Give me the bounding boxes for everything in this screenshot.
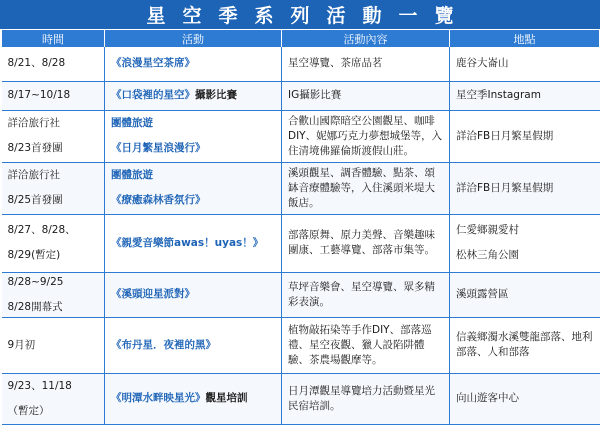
table-row: [2, 47, 600, 81]
location-line: 松林三角公園: [456, 249, 519, 261]
cell-location: [450, 272, 600, 317]
cell-content: 草坪音樂會、星空導覽、眾多精彩表演。: [282, 272, 450, 317]
header-activity: 活動: [105, 30, 282, 47]
time-line: 9月初: [7, 338, 36, 351]
time-line: 詳洽旅行社: [7, 169, 60, 181]
activity-name: 《溪頭迎星派對》: [111, 288, 195, 300]
table-header-row: [2, 30, 600, 47]
location-line: 向山遊客中心: [456, 392, 519, 404]
time-line: 8/25首發團: [7, 194, 63, 206]
cell-location: [450, 162, 600, 214]
activity-line: [111, 193, 275, 208]
cell-activity: [105, 47, 282, 81]
activity-line: [111, 287, 275, 302]
cell-location: [450, 317, 600, 373]
table-row: [2, 272, 600, 317]
cell-activity: [105, 373, 282, 424]
cell-activity: [105, 162, 282, 214]
cell-time: [2, 317, 105, 373]
cell-activity: [105, 214, 282, 272]
time-line: 8/28~9/25: [7, 275, 64, 288]
time-line: （暫定）: [7, 404, 50, 417]
activity-name: 《明潭水畔映星光》: [111, 392, 206, 404]
activity-name: 團體旅遊: [111, 169, 153, 181]
cell-location: [450, 373, 600, 424]
activity-line: [111, 236, 275, 251]
cell-content: 星空導覽、茶席品茗: [282, 47, 450, 81]
cell-time: [2, 47, 105, 81]
location-line: 鹿谷大崙山: [456, 57, 509, 70]
activity-name: 《日月繁星浪漫行》: [111, 142, 206, 154]
cell-activity: [105, 272, 282, 317]
cell-time: [2, 214, 105, 272]
cell-location: [450, 47, 600, 81]
activity-line: [111, 141, 275, 156]
location-line: 星空季Instagram: [456, 89, 541, 101]
cell-time: [2, 272, 105, 317]
cell-content: 植物敲拓染等手作DIY、部落巡禮、星空夜觀、獵人設陷阱體驗、茶農場觀摩等。: [282, 317, 450, 373]
cell-content: 日月潭觀星導覽培力活動暨星光民宿培訓。: [282, 373, 450, 424]
activity-suffix: 觀星培訓: [205, 392, 248, 404]
time-line: 詳洽旅行社: [7, 117, 60, 129]
activity-line: [111, 391, 275, 406]
time-line: 9/23、11/18: [7, 379, 72, 392]
cell-content: IG攝影比賽: [282, 81, 450, 110]
time-line: 8/27、8/28、: [7, 224, 76, 236]
time-line: 8/29(暫定): [7, 249, 61, 261]
activity-suffix: 攝影比賽: [195, 89, 237, 101]
cell-content: 合歡山國際暗空公園觀星、咖啡DIY、妮娜巧克力夢想城堡等，入住清境佛羅倫斯渡假山莊。: [282, 110, 450, 162]
cell-activity: [105, 317, 282, 373]
activity-line: [111, 338, 275, 353]
location-line: 詳洽FB日月繁星假期: [456, 181, 554, 194]
location-line: 信義鄉濁水溪雙龍部落、地利部落、人和部落: [456, 331, 593, 358]
table-row: [2, 162, 600, 214]
cell-time: [2, 373, 105, 424]
activity-line: [111, 116, 275, 131]
location-line: 詳洽FB日月繁星假期: [456, 129, 554, 142]
location-line: 仁愛鄉親愛村: [456, 224, 519, 236]
cell-content: 部落原舞、原力美聲、音樂趣味團康、工藝導覽、部落市集等。: [282, 214, 450, 272]
cell-time: [2, 81, 105, 110]
location-line: 溪頭露營區: [456, 288, 509, 300]
activity-name: 《口袋裡的星空》: [111, 89, 195, 101]
header-time: 時間: [2, 30, 105, 47]
header-location: 地點: [450, 30, 600, 47]
cell-location: [450, 110, 600, 162]
activity-line: [111, 88, 275, 103]
activity-table: [1, 30, 600, 425]
table-row: [2, 317, 600, 373]
activity-name: 《親愛音樂節awas！uyas！》: [111, 236, 264, 249]
activity-name: 《布丹星．夜裡的黑》: [111, 338, 216, 351]
cell-location: [450, 81, 600, 110]
activity-name: 《療癒森林香氛行》: [111, 194, 206, 206]
table-row: [2, 81, 600, 110]
table-row: [2, 214, 600, 272]
page-title: 星空季系列活動一覽: [146, 5, 471, 27]
table-row: [2, 373, 600, 424]
time-line: 8/23首發團: [7, 142, 63, 154]
activity-name: 《浪漫星空茶席》: [111, 57, 195, 70]
activity-name: 團體旅遊: [111, 117, 153, 129]
cell-time: [2, 110, 105, 162]
cell-time: [2, 162, 105, 214]
activity-line: [111, 168, 275, 183]
cell-location: [450, 214, 600, 272]
cell-content: 溪頭觀星、調香體驗、點茶、頌缽音療體驗等，入住溪頭米堤大飯店。: [282, 162, 450, 214]
time-line: 8/17~10/18: [7, 89, 71, 101]
title-banner: [0, 0, 600, 29]
time-line: 8/28開幕式: [7, 300, 63, 313]
cell-activity: [105, 110, 282, 162]
cell-activity: [105, 81, 282, 110]
time-line: 8/21、8/28: [7, 57, 66, 70]
activity-line: [111, 56, 275, 71]
header-content: 活動內容: [282, 30, 450, 47]
table-row: [2, 110, 600, 162]
